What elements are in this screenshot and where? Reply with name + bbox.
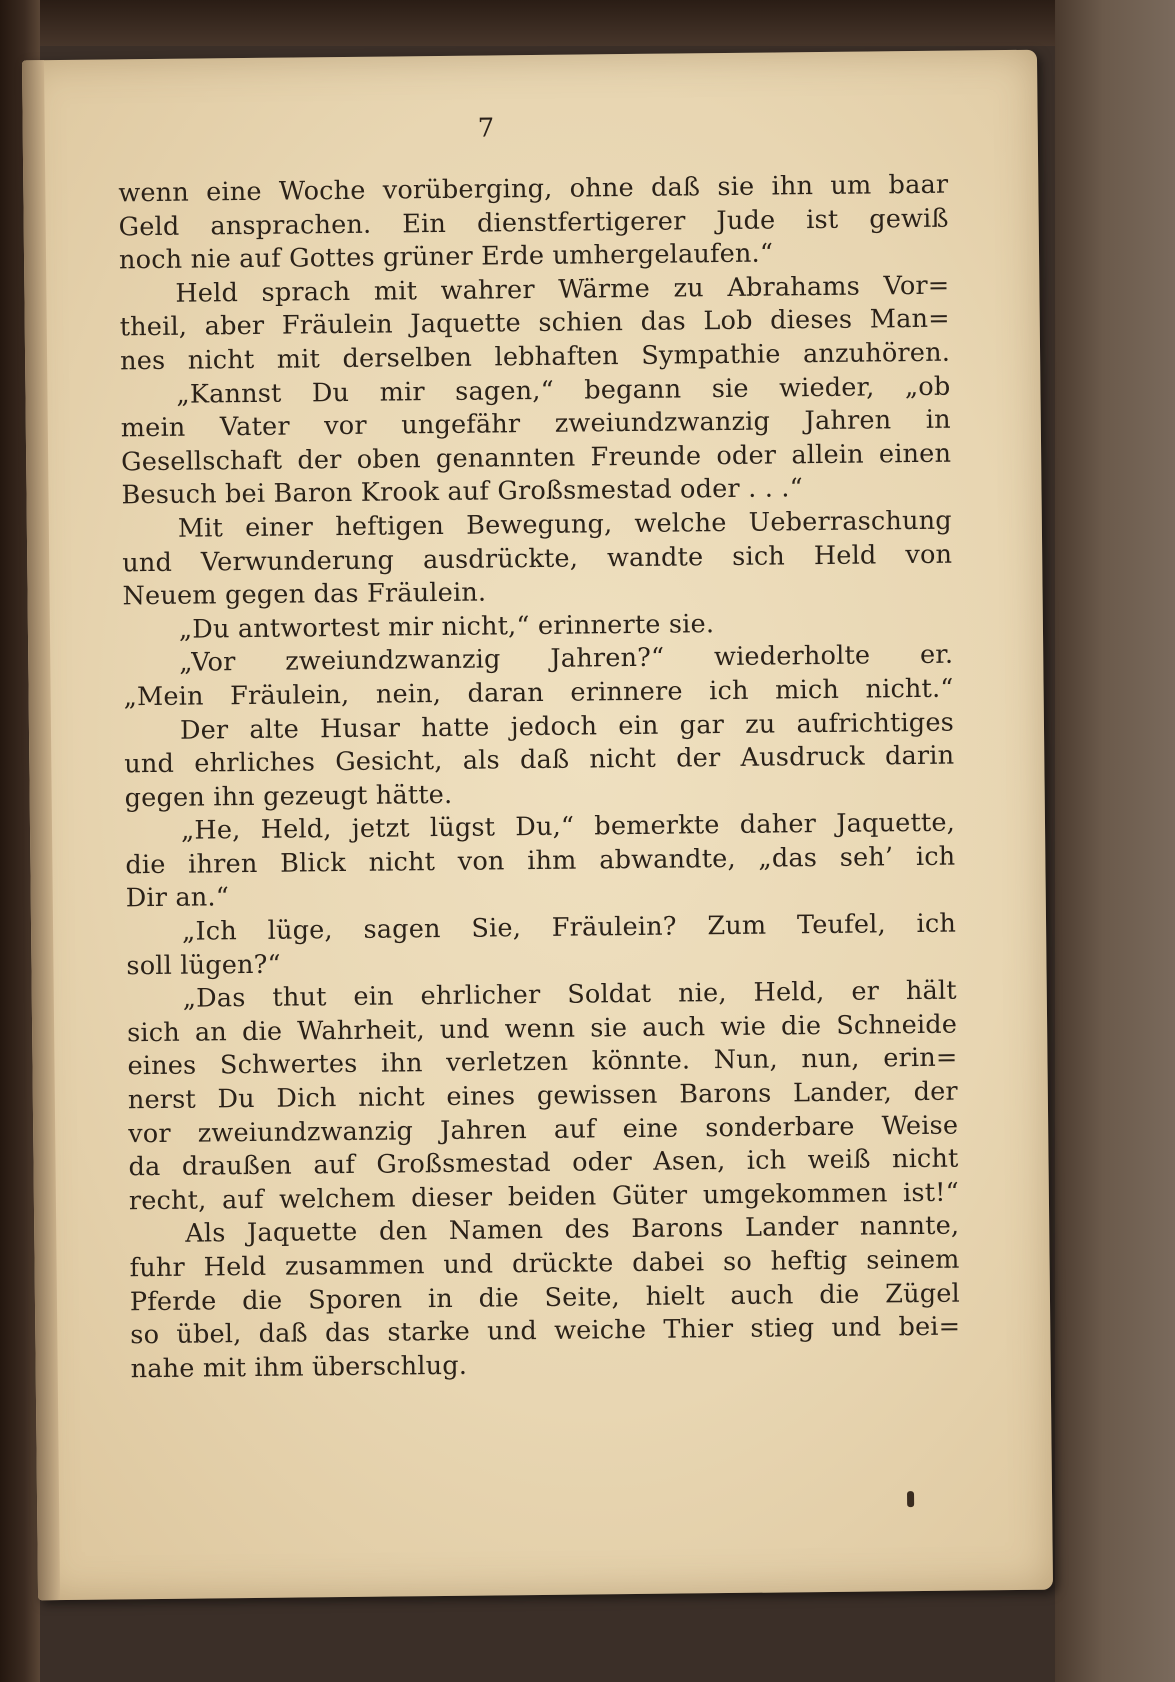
text-line: und Verwunderung ausdrückte, wandte sich Held von (122, 539, 953, 578)
text-line: wenn eine Woche vorüberging, ohne daß sie ihn um baar (118, 169, 949, 209)
text-line: „He, Held, jetzt lügst Du,“ bemerkte daher Jaquette, (180, 807, 956, 847)
text-line: Geld ansprachen. Ein dienstfertigerer Jude ist gewiß (118, 203, 949, 242)
text-line: sich an die Wahrheit, und wenn sie auch wie die Schneide (127, 1009, 958, 1049)
text-line: „Mein Fräulein, nein, daran erinnere ich mich nicht.“ (123, 673, 954, 713)
text-line: theil, aber Fräulein Jaquette schien das Lob dieses Man= (119, 304, 950, 343)
page-number: 7 (477, 113, 495, 144)
text-line: „Ich lüge, sagen Sie, Fräulein? Zum Teufel, ich (181, 908, 957, 947)
text-line: nes nicht mit derselben lebhaften Sympathie anzuhören. (119, 337, 951, 377)
text-line: Dir an.“ (125, 882, 230, 914)
text-line: und ehrliches Gesicht, als daß nicht der Ausdruck darin (124, 740, 955, 780)
text-line: Mit einer heftigen Bewegung, welche Ueberraschung (177, 505, 952, 544)
text-line: Pferde die Sporen in die Seite, hielt auch die Zügel (129, 1278, 961, 1317)
book-cover-right (1055, 0, 1175, 1682)
text-line: „Kannst Du mir sagen,“ begann sie wieder, „ob (176, 371, 951, 410)
text-line: gegen ihn gezeugt hätte. (124, 779, 453, 814)
ink-spot (907, 1491, 914, 1507)
text-line: nerst Du Dich nicht eines gewissen Barons Lander, der (127, 1076, 958, 1116)
text-line: Neuem gegen das Fräulein. (122, 577, 487, 612)
text-line: vor zweiundzwanzig Jahren auf eine sonderbare Weise (128, 1110, 959, 1149)
text-line: recht, auf welchem dieser beiden Güter umgekommen ist!“ (128, 1177, 960, 1217)
text-line: Als Jaquette den Namen des Barons Lander nannte, (185, 1211, 960, 1250)
text-line: Held sprach mit wahrer Wärme zu Abrahams Vor= (175, 270, 950, 309)
text-line: Besuch bei Baron Krook auf Großsmestad oder . . .“ (121, 473, 804, 511)
text-line: soll lügen?“ (126, 949, 281, 981)
book-cover-top (0, 0, 1175, 46)
text-line: „Vor zweiundzwanzig Jahren?“ wiederholte er. (179, 639, 954, 679)
text-line: mein Vater vor ungefähr zweiundzwanzig Jahren in (120, 404, 951, 444)
text-line: „Du antwortest mir nicht,“ erinnerte sie. (178, 608, 715, 645)
book-page (22, 50, 1053, 1601)
text-line: die ihren Blick nicht von ihm abwandte, „das seh’ ich (125, 841, 956, 881)
text-line: noch nie auf Gottes grüner Erde umhergelaufen.“ (118, 238, 774, 276)
text-line: nahe mit ihm überschlug. (130, 1350, 468, 1385)
text-line: da draußen auf Großsmestad oder Asen, ich weiß nicht (128, 1143, 959, 1183)
text-line: so übel, daß das starke und weiche Thier stieg und bei= (130, 1311, 961, 1351)
text-line: Gesellschaft der oben genannten Freunde oder allein einen (121, 438, 952, 478)
text-line: fuhr Held zusammen und drückte dabei so heftig seinem (129, 1244, 960, 1284)
body-text (118, 169, 961, 1387)
text-line: „Das thut ein ehrlicher Soldat nie, Held, er hält (182, 975, 957, 1014)
text-line: Der alte Husar hatte jedoch ein gar zu aufrichtiges (179, 707, 955, 746)
text-line: eines Schwertes ihn verletzen könnte. Nun, nun, erin= (127, 1043, 958, 1082)
